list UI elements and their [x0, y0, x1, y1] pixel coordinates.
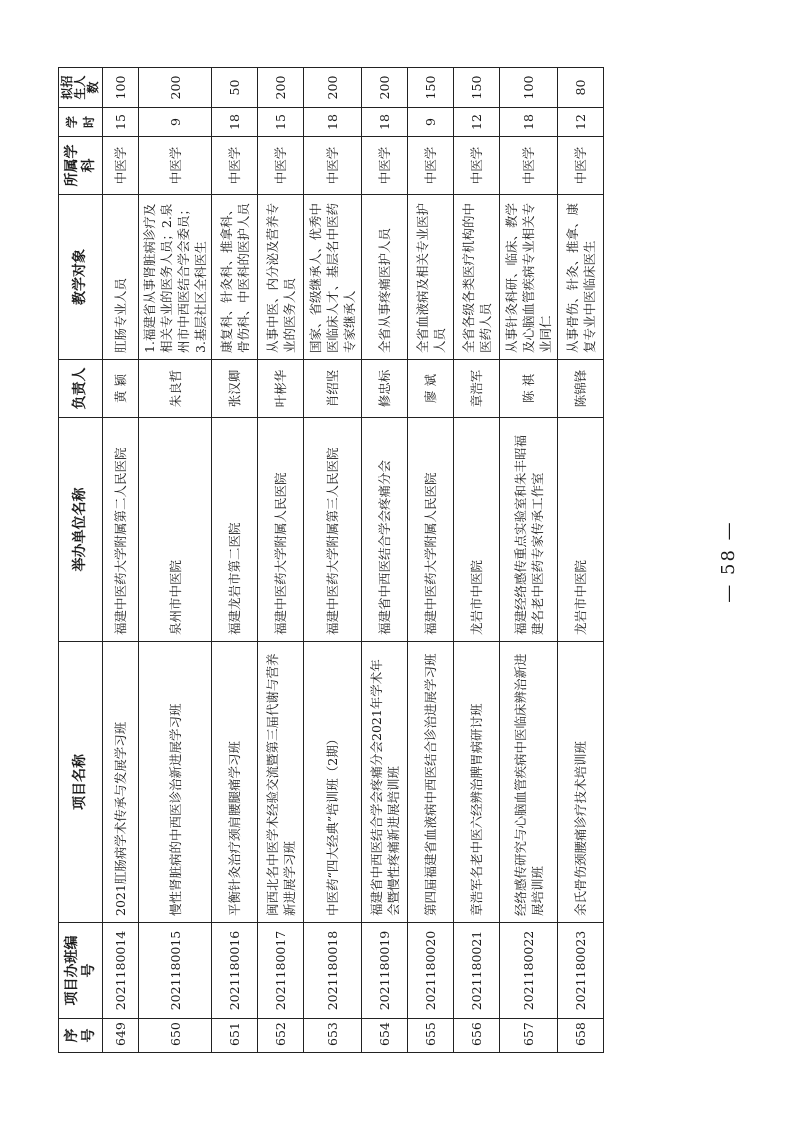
cell-target: 肛肠专业人员 — [103, 195, 139, 360]
cell-org: 福建中医药大学附属人民医院 — [408, 418, 454, 642]
cell-hours: 15 — [103, 108, 139, 137]
cell-subject: 中医学 — [362, 137, 408, 195]
cell-students: 150 — [454, 68, 500, 108]
cell-subject: 中医学 — [454, 137, 500, 195]
table-row — [304, 68, 362, 1053]
cell-subject: 中医学 — [408, 137, 454, 195]
table-row — [258, 68, 304, 1053]
cell-name: 中医药“四大经典”培训班（2期） — [304, 642, 362, 923]
cell-name: 经络感传研究与心脑血管疾病中医临床辨治新进展培训班 — [500, 642, 558, 923]
cell-code: 2021180023 — [558, 923, 604, 1019]
cell-seq: 655 — [408, 1019, 454, 1053]
cell-person: 陈 祺 — [500, 360, 558, 418]
header-name: 项目名称 — [59, 642, 103, 923]
cell-hours: 18 — [500, 108, 558, 137]
cell-person: 叶彬华 — [258, 360, 304, 418]
cell-hours: 18 — [304, 108, 362, 137]
cell-code: 2021180019 — [362, 923, 408, 1019]
cell-code: 2021180022 — [500, 923, 558, 1019]
cell-name: 2021肛肠病学术传承与发展学习班 — [103, 642, 139, 923]
cell-org: 龙岩市中医院 — [454, 418, 500, 642]
project-table — [58, 67, 604, 1053]
table-row — [500, 68, 558, 1053]
cell-hours: 15 — [258, 108, 304, 137]
cell-org: 福建龙岩市第二医院 — [212, 418, 258, 642]
table-row — [454, 68, 500, 1053]
cell-org: 福建中医药大学附属第二人民医院 — [103, 418, 139, 642]
table-row — [558, 68, 604, 1053]
table-header-row — [59, 68, 103, 1053]
header-person: 负责人 — [59, 360, 103, 418]
cell-person: 肖绍坚 — [304, 360, 362, 418]
cell-name: 平衡针灸治疗颈肩腰腿痛学习班 — [212, 642, 258, 923]
cell-target: 从事针灸科研、临床、教学及心脑血管疾病专业相关专业同仁 — [500, 195, 558, 360]
header-seq: 序号 — [59, 1019, 103, 1053]
cell-name: 慢性肾脏病的中西医诊治新进展学习班 — [139, 642, 212, 923]
cell-hours: 18 — [362, 108, 408, 137]
cell-code: 2021180020 — [408, 923, 454, 1019]
cell-name: 福建省中西医结合学会疼痛分会2021年学术年会暨慢性疼痛新进展培训班 — [362, 642, 408, 923]
header-students: 拟招生人数 — [59, 68, 103, 108]
cell-org: 龙岩市中医院 — [558, 418, 604, 642]
header-subject: 所属学科 — [59, 137, 103, 195]
cell-students: 50 — [212, 68, 258, 108]
cell-name: 第四届福建省血液病中西医结合诊治进展学习班 — [408, 642, 454, 923]
cell-seq: 650 — [139, 1019, 212, 1053]
cell-hours: 12 — [558, 108, 604, 137]
cell-hours: 9 — [139, 108, 212, 137]
cell-students: 80 — [558, 68, 604, 108]
cell-name: 章浩军名老中医六经辨治脾胃病研讨班 — [454, 642, 500, 923]
cell-students: 200 — [362, 68, 408, 108]
cell-org: 福建中医药大学附属第三人民医院 — [304, 418, 362, 642]
cell-org: 福建省中西医结合学会疼痛分会 — [362, 418, 408, 642]
cell-hours: 18 — [212, 108, 258, 137]
cell-target: 从事骨伤、针灸、推拿、康复专业中医临床医生 — [558, 195, 604, 360]
cell-code: 2021180016 — [212, 923, 258, 1019]
header-org: 举办单位名称 — [59, 418, 103, 642]
cell-seq: 656 — [454, 1019, 500, 1053]
cell-subject: 中医学 — [258, 137, 304, 195]
cell-seq: 658 — [558, 1019, 604, 1053]
cell-code: 2021180018 — [304, 923, 362, 1019]
cell-person: 陈锦锋 — [558, 360, 604, 418]
header-hours: 学时 — [59, 108, 103, 137]
cell-seq: 649 — [103, 1019, 139, 1053]
table-row — [362, 68, 408, 1053]
cell-target: 1.福建省从事肾脏病诊疗及相关专业的医务人员；2.泉州市中西医结合学会委员；3.基层社区全科医生 — [139, 195, 212, 360]
cell-org: 泉州市中医院 — [139, 418, 212, 642]
cell-target: 国家、省级继承人、优秀中医临床人才、基层名中医药专家继承人 — [304, 195, 362, 360]
cell-seq: 654 — [362, 1019, 408, 1053]
cell-target: 全省从事疼痛医护人员 — [362, 195, 408, 360]
cell-person: 廖 斌 — [408, 360, 454, 418]
table-row — [408, 68, 454, 1053]
cell-name: 闽西北名中医学术经验交流暨第三届代谢与营养新进展学习班 — [258, 642, 304, 923]
cell-target: 从事中医、内分泌及营养专业的医务人员 — [258, 195, 304, 360]
cell-subject: 中医学 — [304, 137, 362, 195]
cell-subject: 中医学 — [558, 137, 604, 195]
cell-subject: 中医学 — [139, 137, 212, 195]
cell-hours: 12 — [454, 108, 500, 137]
cell-students: 150 — [408, 68, 454, 108]
cell-students: 100 — [103, 68, 139, 108]
table-row — [103, 68, 139, 1053]
cell-person: 朱良哲 — [139, 360, 212, 418]
cell-code: 2021180017 — [258, 923, 304, 1019]
header-code: 项目办班编号 — [59, 923, 103, 1019]
cell-target: 全省各级各类医疗机构的中医药人员 — [454, 195, 500, 360]
cell-seq: 653 — [304, 1019, 362, 1053]
cell-code: 2021180021 — [454, 923, 500, 1019]
cell-person: 修忠标 — [362, 360, 408, 418]
cell-code: 2021180014 — [103, 923, 139, 1019]
cell-students: 200 — [139, 68, 212, 108]
header-target: 教学对象 — [59, 195, 103, 360]
cell-students: 100 — [500, 68, 558, 108]
table-body — [103, 68, 604, 1053]
cell-students: 200 — [258, 68, 304, 108]
cell-target: 全省血液病及相关专业医护人员 — [408, 195, 454, 360]
cell-students: 200 — [304, 68, 362, 108]
cell-subject: 中医学 — [103, 137, 139, 195]
cell-person: 黄 颖 — [103, 360, 139, 418]
table-row — [139, 68, 212, 1053]
cell-subject: 中医学 — [212, 137, 258, 195]
cell-target: 康复科、针灸科、推拿科、骨伤科、中医科的医护人员 — [212, 195, 258, 360]
cell-org: 福建经络感传重点实验室和朱丰昭福建名老中医药专家传承工作室 — [500, 418, 558, 642]
cell-person: 章浩军 — [454, 360, 500, 418]
cell-seq: 657 — [500, 1019, 558, 1053]
cell-subject: 中医学 — [500, 137, 558, 195]
cell-org: 福建中医药大学附属人民医院 — [258, 418, 304, 642]
cell-name: 余氏骨伤颈腰痛诊疗技术培训班 — [558, 642, 604, 923]
cell-code: 2021180015 — [139, 923, 212, 1019]
cell-person: 张汉卿 — [212, 360, 258, 418]
page-number: — 58 — — [718, 520, 739, 603]
cell-seq: 651 — [212, 1019, 258, 1053]
table-row — [212, 68, 258, 1053]
cell-hours: 9 — [408, 108, 454, 137]
cell-seq: 652 — [258, 1019, 304, 1053]
